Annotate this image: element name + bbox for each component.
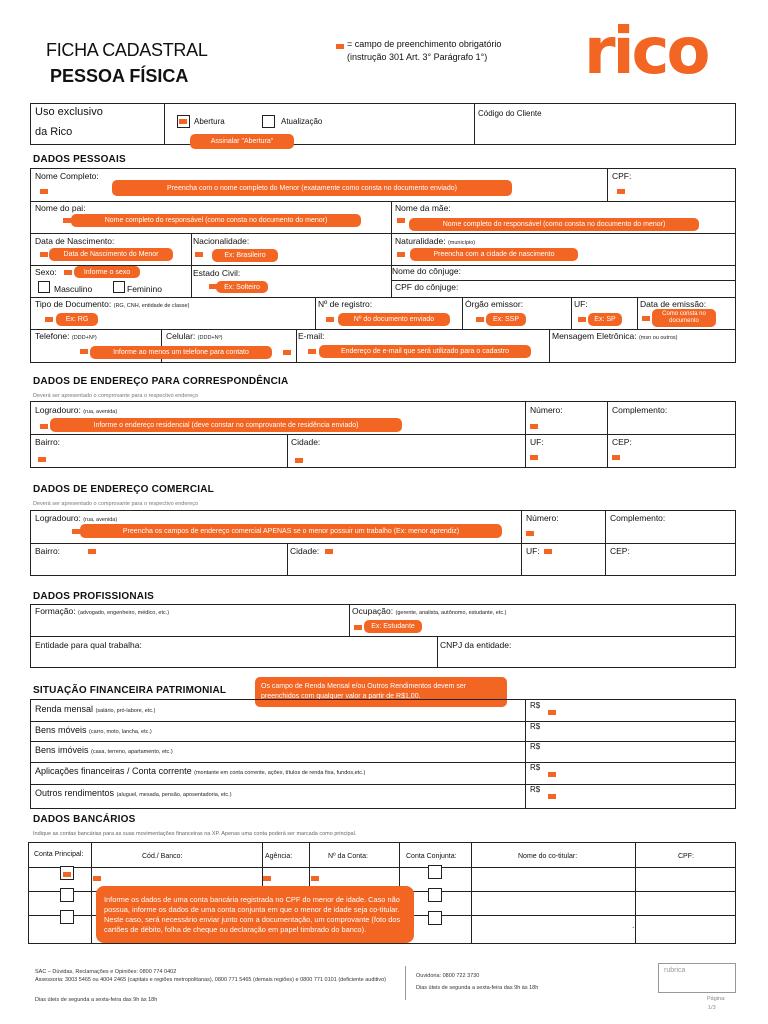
nacionalidade-hint: Ex: Brasileiro: [212, 249, 278, 262]
uf-hint: Ex: SP: [588, 313, 622, 326]
comercial-hint: Preencha os campos de endereço comercial APENAS se o menor possuir um trabalho (Ex: menor aprendiz): [80, 524, 502, 538]
cpf-marker: [617, 189, 625, 194]
pagina-label: Página:: [707, 996, 726, 1002]
bairro-comercial-label: Bairro:: [35, 546, 61, 556]
uf-comercial-marker: [544, 549, 552, 554]
pagina-numero: 1/3: [708, 1005, 716, 1011]
tipo-documento-marker: [45, 317, 53, 322]
uf-comercial-label: UF:: [526, 546, 540, 556]
complemento-label: Complemento:: [612, 405, 668, 415]
conta-principal-marker-1: [63, 872, 71, 877]
feminino-checkbox[interactable]: [113, 281, 125, 293]
dados-bancarios-title: DADOS BANCÁRIOS: [33, 814, 136, 825]
logradouro-hint: Informe o endereço residencial (deve constar no comprovante de residência enviado): [50, 418, 402, 432]
footer-sac-3: Dias úteis de segunda a sexta-feira das 9h às 18h: [35, 997, 158, 1003]
celular-label: Celular: (DDD+Nº): [166, 331, 223, 341]
sexo-label: Sexo:: [35, 267, 57, 277]
atualizacao-checkbox[interactable]: [262, 115, 275, 128]
currency-label: R$: [530, 763, 541, 772]
data-emissao-label: Data de emissão:: [640, 299, 707, 309]
nome-pai-hint: Nome completo do responsável (como consta no documento do menor): [71, 214, 361, 227]
form-title: FICHA CADASTRAL: [46, 40, 208, 60]
numero-marker: [530, 424, 538, 429]
patrimonio-row-label: Aplicações financeiras / Conta corrente (montante em conta corrente, ações, títulos de renda fixa, fundos,etc.): [35, 766, 366, 776]
required-legend-marker: [336, 44, 344, 49]
naturalidade-marker: [397, 252, 405, 257]
cep-marker: [612, 455, 620, 460]
patrimonio-row-label: Renda mensal (salário, pró-labore, etc.): [35, 704, 156, 714]
currency-label: R$: [530, 742, 541, 751]
endereco-comercial-note: Deverá ser apresentado o comprovante para o respectivo endereço: [33, 501, 199, 507]
patrimonio-row-label: Bens imóveis (casa, terreno, apartamento, etc.): [35, 745, 173, 755]
abertura-hint: Assinalar "Abertura": [190, 134, 294, 149]
orgao-emissor-hint: Ex: SSP: [486, 313, 526, 326]
uf-marker: [578, 317, 586, 322]
email-hint: Endereço de e-mail que será utilizado para o cadastro: [319, 345, 531, 358]
nacionalidade-marker: [195, 252, 203, 257]
col-agencia: Agência:: [265, 853, 293, 860]
numero-registro-marker: [326, 317, 334, 322]
bairro-label: Bairro:: [35, 437, 61, 447]
patrimonio-row-label: Bens móveis (carro, moto, lancha, etc.): [35, 725, 152, 735]
nome-mae-marker: [397, 218, 405, 223]
naturalidade-hint: Preencha com a cidade de nascimento: [410, 248, 578, 261]
uso-label-2: da Rico: [35, 126, 73, 138]
numero-registro-hint: Nº do documento enviado: [338, 313, 450, 326]
col-cod-banco: Cód./ Banco:: [142, 853, 183, 860]
col-cpf: CPF:: [678, 853, 694, 860]
cep-label: CEP:: [612, 437, 632, 447]
ocupacao-hint: Ex: Estudante: [364, 620, 422, 633]
bairro-marker: [38, 457, 46, 462]
rubrica-label: rubrica: [664, 967, 686, 974]
bairro-comercial-marker: [88, 549, 96, 554]
patrimonio-required-marker: [548, 772, 556, 777]
patrimonio-required-marker: [548, 794, 556, 799]
cpf-conjuge-label: CPF do cônjuge:: [395, 282, 459, 292]
ocupacao-label: Ocupação: (gerente, analista, autônomo, estudante, etc.): [352, 606, 507, 616]
patrimonio-row-label: Outros rendimentos (aluguel, mesada, pensão, aposentadoria, etc.): [35, 788, 232, 798]
estado-civil-label: Estado Civil:: [193, 268, 241, 278]
conta-principal-checkbox-2[interactable]: [60, 888, 74, 902]
formacao-label: Formação: (advogado, engenheiro, médico, etc.): [35, 606, 170, 616]
uf-corresp-label: UF:: [530, 437, 544, 447]
currency-label: R$: [530, 701, 541, 710]
cnpj-label: CNPJ da entidade:: [440, 640, 512, 650]
celular-marker: [283, 350, 291, 355]
cpf-dot: .: [632, 920, 635, 930]
nacionalidade-label: Nacionalidade:: [193, 236, 250, 246]
col-conta-principal: Conta Principal:: [34, 851, 84, 858]
email-marker: [308, 349, 316, 354]
cidade-label: Cidade:: [291, 437, 321, 447]
currency-label: R$: [530, 722, 541, 731]
col-nome-cotitular: Nome do co-titular:: [518, 853, 578, 860]
abertura-required-marker: [179, 119, 187, 124]
agencia-marker-1: [263, 876, 271, 881]
nome-conjuge-label: Nome do cônjuge:: [392, 266, 461, 276]
nome-completo-hint: Preencha com o nome completo do Menor (exatamente como consta no documento enviado): [112, 180, 512, 196]
dados-profissionais-title: DADOS PROFISSIONAIS: [33, 591, 155, 602]
numero-conta-marker-1: [311, 876, 319, 881]
uf-label: UF:: [574, 299, 588, 309]
telefone-hint: Informe ao menos um telefone para contato: [90, 346, 272, 359]
data-nascimento-hint: Data de Nascimento do Menor: [49, 248, 173, 261]
endereco-comercial-title: DADOS DE ENDEREÇO COMERCIAL: [33, 484, 214, 495]
entidade-label: Entidade para qual trabalha:: [35, 640, 142, 650]
codigo-cliente-label: Código do Cliente: [478, 109, 542, 118]
orgao-emissor-label: Órgão emissor:: [465, 299, 524, 309]
col-conta-conjunta: Conta Conjunta:: [406, 853, 457, 860]
sexo-marker: [64, 270, 72, 275]
sexo-hint: Informe o sexo: [74, 266, 140, 278]
feminino-label: Feminino: [127, 284, 162, 294]
logradouro-comercial-label: Logradouro: (rua, avenida): [35, 513, 118, 523]
currency-label: R$: [530, 785, 541, 794]
numero-registro-label: Nº de registro:: [318, 299, 373, 309]
masculino-label: Masculino: [54, 284, 93, 294]
estado-civil-hint: Ex: Solteiro: [216, 281, 268, 293]
nome-mae-label: Nome da mãe:: [395, 203, 451, 213]
form-subtitle: PESSOA FÍSICA: [50, 66, 189, 86]
numero-comercial-marker: [526, 531, 534, 536]
data-nascimento-label: Data de Nascimento:: [35, 236, 115, 246]
renda-hint: Os campo de Renda Mensal e/ou Outros Rendimentos devem ser preenchidos com qualquer valor a partir de R$1,00.: [255, 677, 507, 707]
abertura-label: Abertura: [194, 117, 225, 126]
cep-comercial-label: CEP:: [610, 546, 630, 556]
masculino-checkbox[interactable]: [38, 281, 50, 293]
data-emissao-hint: Como consta no documento: [652, 309, 716, 327]
logradouro-label: Logradouro: (rua, avenida): [35, 405, 118, 415]
situacao-financeira-title: SITUAÇÃO FINANCEIRA PATRIMONIAL: [33, 685, 227, 696]
required-legend-text: = campo de preenchimento obrigatório: [347, 39, 502, 49]
naturalidade-label: Naturalidade: (município): [395, 236, 476, 246]
footer-divider: [405, 966, 406, 1000]
cidade-comercial-marker: [325, 549, 333, 554]
footer-ouvidoria: Ouvidoria: 0800 722 3730: [416, 973, 480, 979]
complemento-comercial-label: Complemento:: [610, 513, 666, 523]
uso-label-1: Uso exclusivo: [35, 106, 103, 118]
rico-logo: rico: [584, 15, 708, 89]
cpf-label: CPF:: [612, 171, 632, 181]
numero-comercial-label: Número:: [526, 513, 559, 523]
atualizacao-label: Atualização: [281, 117, 323, 126]
footer-sac-2: Assessoria: 3003 5465 ou 4004 2465 (capitais e regiões metropolitanas), 0800 771 5465 (demais regiões) e 0800 771 0101 (deficiente auditivo): [35, 977, 387, 983]
endereco-correspondencia-note: Deverá ser apresentado o comprovante para o respectivo endereço: [33, 393, 199, 399]
uf-corresp-marker: [530, 455, 538, 460]
telefone-marker: [80, 349, 88, 354]
patrimonio-required-marker: [548, 710, 556, 715]
logradouro-comercial-marker: [72, 529, 80, 534]
nome-pai-marker: [63, 218, 71, 223]
footer-ouvidoria-horario: Dias úteis de segunda a sexta-feira das 9h às 18h: [416, 985, 539, 991]
endereco-correspondencia-title: DADOS DE ENDEREÇO PARA CORRESPONDÊNCIA: [33, 376, 289, 387]
tipo-documento-hint: Ex: RG: [56, 313, 98, 326]
nome-completo-label: Nome Completo:: [35, 171, 99, 181]
conta-conjunta-checkbox-1[interactable]: [428, 865, 442, 879]
footer-sac-1: SAC – Dúvidas, Reclamações e Opiniões: 0800 774 0402: [35, 969, 177, 975]
telefone-label: Telefone: (DDD+Nº): [35, 331, 97, 341]
col-numero-conta: Nº da Conta:: [328, 853, 368, 860]
logradouro-marker: [40, 424, 48, 429]
conta-conjunta-checkbox-2[interactable]: [428, 888, 442, 902]
nome-mae-hint: Nome completo do responsável (como consta no documento do menor): [409, 218, 699, 231]
bancarios-hint: Informe os dados de uma conta bancária registrada no CPF do menor de idade. Caso não possua, informe os dados de uma conta conjunta em que o menor de idade seja co-titular. Neste caso, será necessário enviar junto com a documentação, um comprovante (foto dos cartões de débito, folha de cheque ou declaração em papel timbrado do banco).: [96, 886, 414, 943]
cidade-marker: [295, 458, 303, 463]
data-nascimento-marker: [40, 252, 48, 257]
uso-exclusivo-box: [30, 103, 736, 145]
cidade-comercial-label: Cidade:: [290, 546, 320, 556]
dados-pessoais-title: DADOS PESSOAIS: [33, 154, 126, 165]
data-emissao-marker: [642, 316, 650, 321]
nome-completo-marker: [40, 189, 48, 194]
ocupacao-marker: [354, 625, 362, 630]
email-label: E-mail:: [298, 331, 325, 341]
required-legend-sub: (instrução 301 Art. 3° Parágrafo 1°): [347, 52, 488, 62]
mensagem-eletronica-label: Mensagem Eletrônica: (msn ou outros): [552, 331, 678, 341]
tipo-documento-label: Tipo de Documento: (RG, CNH, entidade de classe): [35, 299, 190, 309]
dados-bancarios-note: Indique as contas bancárias para as suas movimentações financeiras na XP. Apenas uma conta poderá ser marcada como principal.: [33, 831, 357, 837]
nome-pai-label: Nome do pai:: [35, 203, 86, 213]
banco-marker-1: [93, 876, 101, 881]
numero-label: Número:: [530, 405, 563, 415]
conta-conjunta-checkbox-3[interactable]: [428, 911, 442, 925]
conta-principal-checkbox-3[interactable]: [60, 910, 74, 924]
orgao-emissor-marker: [476, 317, 484, 322]
